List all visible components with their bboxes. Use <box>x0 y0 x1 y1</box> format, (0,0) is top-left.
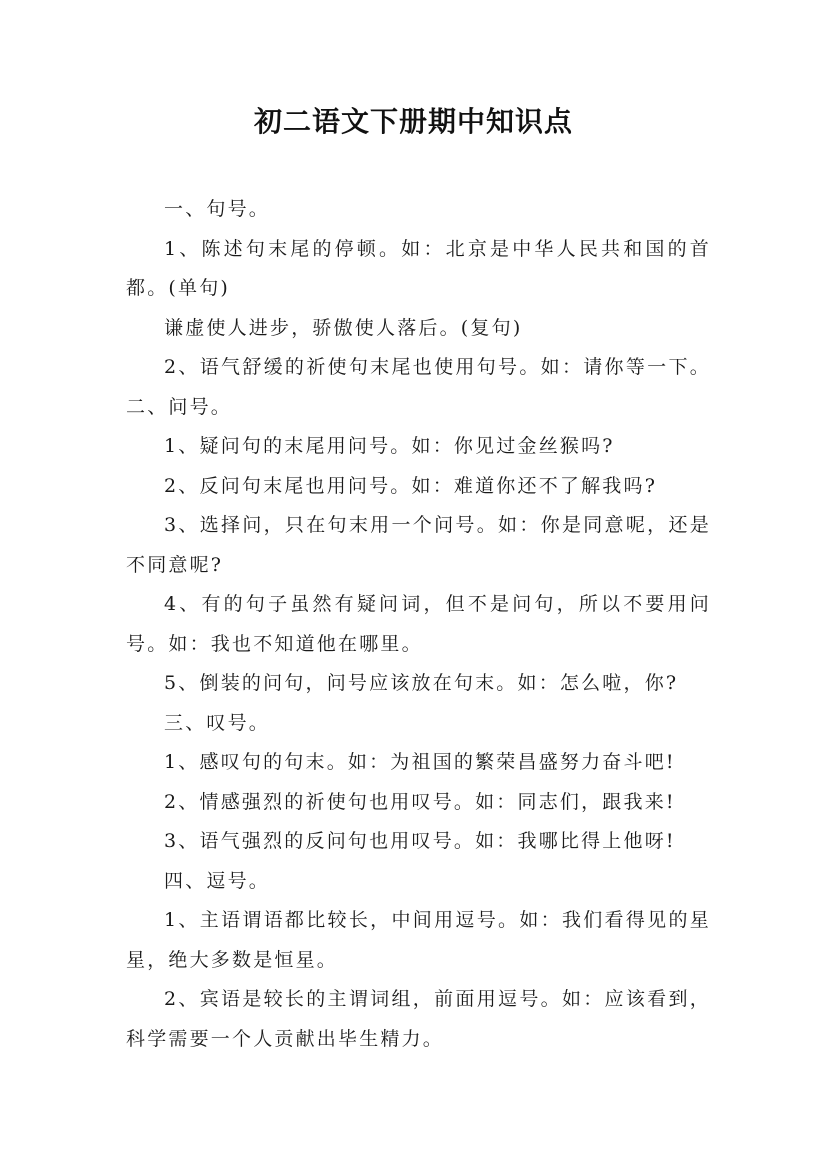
heading-exclamation: 三、叹号。 <box>164 711 271 734</box>
heading-period: 一、句号。 <box>164 198 271 220</box>
heading-comma: 四、逗号。 <box>164 869 271 892</box>
paragraph-exclamation-2: 2、情感强烈的祈使句也用叹号。如：同志们，跟我来! <box>164 790 676 813</box>
paragraph-exclamation-1: 1、感叹句的句末。如：为祖国的繁荣昌盛努力奋斗吧! <box>164 751 676 773</box>
paragraph-period-1: 1、陈述句末尾的停顿。如：北京是中华人民共和国的首都。(单句) <box>126 237 711 299</box>
paragraph-question-2: 2、反问句末尾也用问号。如：难道你还不了解我吗? <box>164 474 658 497</box>
paragraph-period-example: 谦虚使人进步，骄傲使人落后。(复句) <box>164 316 523 339</box>
paragraph-comma-1: 1、主语谓语都比较长，中间用逗号。如：我们看得见的星星，绝大多数是恒星。 <box>126 909 711 971</box>
paragraph-comma-2: 2、宾语是较长的主谓词组，前面用逗号。如：应该看到，科学需要一个人贡献出毕生精力。 <box>126 988 711 1050</box>
paragraph-period-2: 2、语气舒缓的祈使句末尾也使用句号。如：请你等一下。二、问号。 <box>126 356 711 418</box>
paragraph-question-1: 1、疑问句的末尾用问号。如：你见过金丝猴吗? <box>164 435 615 457</box>
paragraph-question-4: 4、有的句子虽然有疑问词，但不是问句，所以不要用问号。如：我也不知道他在哪里。 <box>126 593 711 655</box>
paragraph-exclamation-3: 3、语气强烈的反问句也用叹号。如：我哪比得上他呀! <box>164 830 676 852</box>
paragraph-question-5: 5、倒装的问句，问号应该放在句末。如：怎么啦，你? <box>164 672 679 694</box>
document-body <box>126 190 711 1059</box>
paragraph-question-3: 3、选择问，只在句末用一个问号。如：你是同意呢，还是不同意呢? <box>126 514 711 576</box>
document-title: 初二语文下册期中知识点 <box>253 105 573 138</box>
